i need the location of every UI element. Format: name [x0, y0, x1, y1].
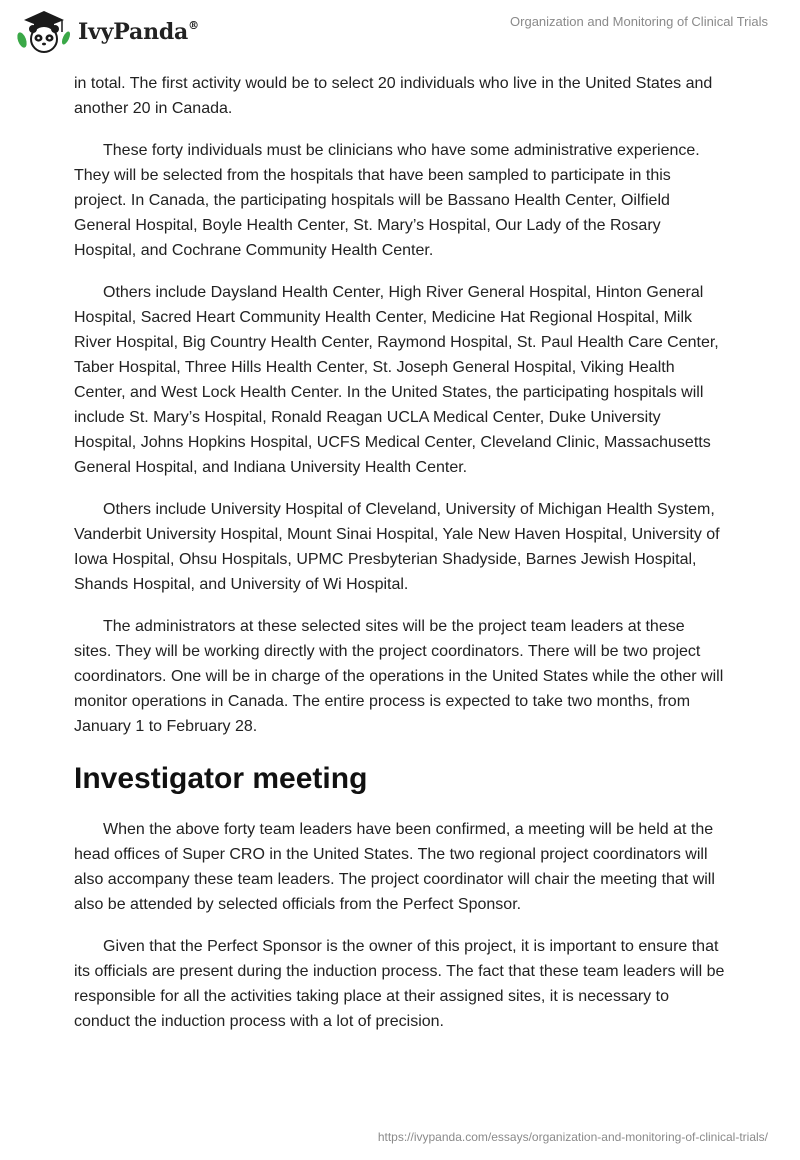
essay-body	[74, 71, 726, 1051]
paragraph: Given that the Perfect Sponsor is the owner of this project, it is important to ensure that its officials are present during the induction process. The fact that these team leaders will be responsible for all the activities taking place at their assigned sites, it is necessary to conduct the induction process with a lot of precision.	[74, 938, 725, 1030]
paragraph: When the above forty team leaders have been confirmed, a meeting will be held at the head offices of Super CRO in the United States. The two regional project coordinators will also accompany these team leaders. The project coordinator will chair the meeting that will also be attended by selected officials from the Perfect Sponsor.	[74, 821, 715, 913]
paragraph: Others include Daysland Health Center, High River General Hospital, Hinton General Hospital, Sacred Heart Community Health Center, Medicine Hat Regional Hospital, Milk River Hospital, Big Country Health Center, Raymond Hospital, St. Paul Health Care Center, Taber Hospital, Three Hills Health Center, St. Joseph General Hospital, Viking Health Center, and West Lock Health Center. In the United States, the participating hospitals will include St. Mary’s Hospital, Ronald Reagan UCLA Medical Center, Duke University Hospital, Johns Hopkins Hospital, UCFS Medical Center, Cleveland Clinic, Massachusetts General Hospital, and Indiana University Health Center.	[74, 284, 719, 476]
paragraph: Others include University Hospital of Cleveland, University of Michigan Health System, Vanderbit University Hospital, Mount Sinai Hospital, Yale New Haven Hospital, University of Iowa Hospital, Ohsu Hospitals, UPMC Presbyterian Shadyside, Barnes Jewish Hospital, Shands Hospital, and University of Wi Hospital.	[74, 501, 720, 593]
registered-mark: ®	[188, 18, 199, 32]
ivypanda-logo[interactable]	[14, 8, 199, 56]
panda-graduate-icon	[14, 8, 76, 56]
section-heading: Investigator meeting	[74, 762, 368, 795]
logo-text: IvyPanda®	[78, 18, 199, 45]
paragraph: in total. The first activity would be to select 20 individuals who live in the United States and another 20 in Canada.	[74, 75, 713, 117]
source-url[interactable]: https://ivypanda.com/essays/organization-and-monitoring-of-clinical-trials/	[377, 1130, 768, 1144]
document-title: Organization and Monitoring of Clinical Trials	[510, 14, 768, 29]
page-header	[0, 0, 800, 64]
paragraph: These forty individuals must be clinicians who have some administrative experience. They will be selected from the hospitals that have been sampled to participate in this project. In Canada, the participating hospitals will be Bassano Health Center, Oilfield General Hospital, Boyle Health Center, St. Mary’s Hospital, Our Lady of the Rosary Hospital, and Cochrane Community Health Center.	[74, 142, 700, 259]
paragraph: The administrators at these selected sites will be the project team leaders at these sites. They will be working directly with the project coordinators. There will be two project coordinators. One will be in charge of the operations in the United States while the other will monitor operations in Canada. The entire process is expected to take two months, from January 1 to February 28.	[74, 618, 724, 735]
